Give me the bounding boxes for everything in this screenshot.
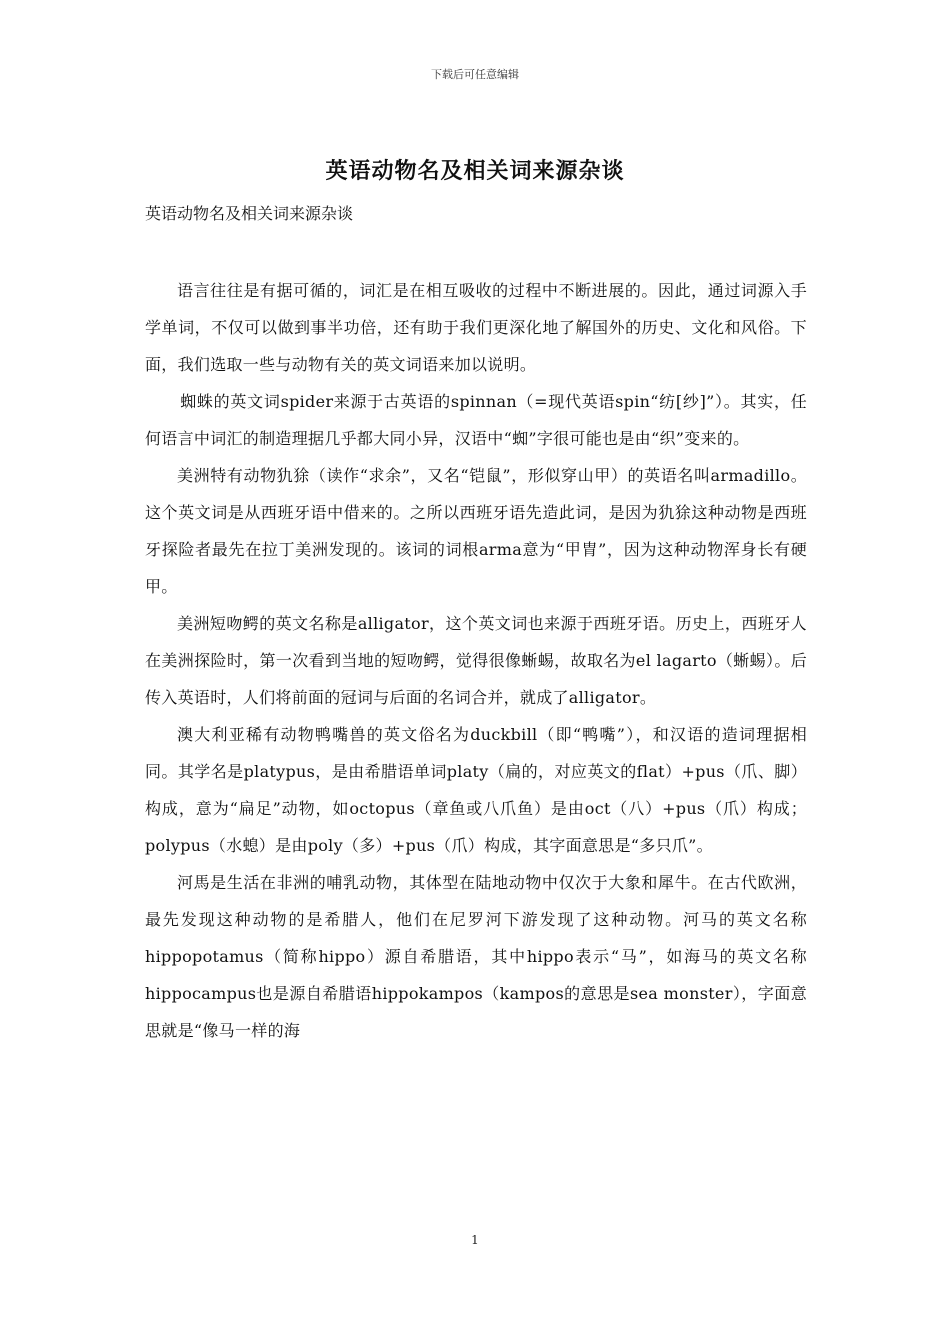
paragraph-intro: 语言往往是有据可循的，词汇是在相互吸收的过程中不断进展的。因此，通过词源入手学单词，不仅可以做到事半功倍，还有助于我们更深化地了解国外的历史、文化和风俗。下面，我们选取一些与动物有关的英文词语来加以说明。 (145, 281, 807, 374)
paragraph-armadillo: 美洲特有动物犰狳（读作“求余”，又名“铠鼠”，形似穿山甲）的英语名叫armadillo。这个英文词是从西班牙语中借来的。之所以西班牙语先造此词，是因为犰狳这种动物是西班牙探险者最先在拉丁美洲发现的。该词的词根arma意为“甲胄”，因为这种动物浑身长有硬甲。 (145, 466, 807, 596)
document-body (145, 272, 807, 1049)
paragraph-hippopotamus: 河馬是生活在非洲的哺乳动物，其体型在陆地动物中仅次于大象和犀牛。在古代欧洲，最先发现这种动物的是希腊人，他们在尼罗河下游发现了这种动物。河马的英文名称hippopotamus（简称hippo）源自希腊语，其中hippo表示“马”，如海马的英文名称hippocampus也是源自希腊语hippokampos（kampos的意思是sea monster），字面意思就是“像马一样的海 (145, 873, 807, 1040)
document-subtitle: 英语动物名及相关词来源杂谈 (145, 204, 354, 223)
paragraph-alligator: 美洲短吻鳄的英文名称是alligator，这个英文词也来源于西班牙语。历史上，西班牙人在美洲探险时，第一次看到当地的短吻鳄，觉得很像蜥蜴，故取名为el lagarto（蜥蜴）。后传入英语时，人们将前面的冠词与后面的名词合并，就成了alligator。 (145, 614, 807, 707)
page-number: 1 (471, 1233, 479, 1247)
document-title: 英语动物名及相关词来源杂谈 (325, 158, 625, 184)
paragraph-platypus: 澳大利亚稀有动物鸭嘴兽的英文俗名为duckbill（即“鸭嘴”），和汉语的造词理据相同。其学名是platypus，是由希腊语单词platy（扁的，对应英文的flat）+pus（爪、脚）构成，意为“扁足”动物，如octopus（章鱼或八爪鱼）是由oct（八）+pus（爪）构成；polypus（水螅）是由poly（多）+pus（爪）构成，其字面意思是“多只爪”。 (145, 725, 807, 855)
paragraph-spider: 蜘蛛的英文词spider来源于古英语的spinnan（=现代英语spin“纺[纱]”）。其实，任何语言中词汇的制造理据几乎都大同小异，汉语中“蜘”字很可能也是由“织”变来的。 (145, 392, 807, 448)
page-header-note: 下载后可任意编辑 (431, 68, 519, 81)
